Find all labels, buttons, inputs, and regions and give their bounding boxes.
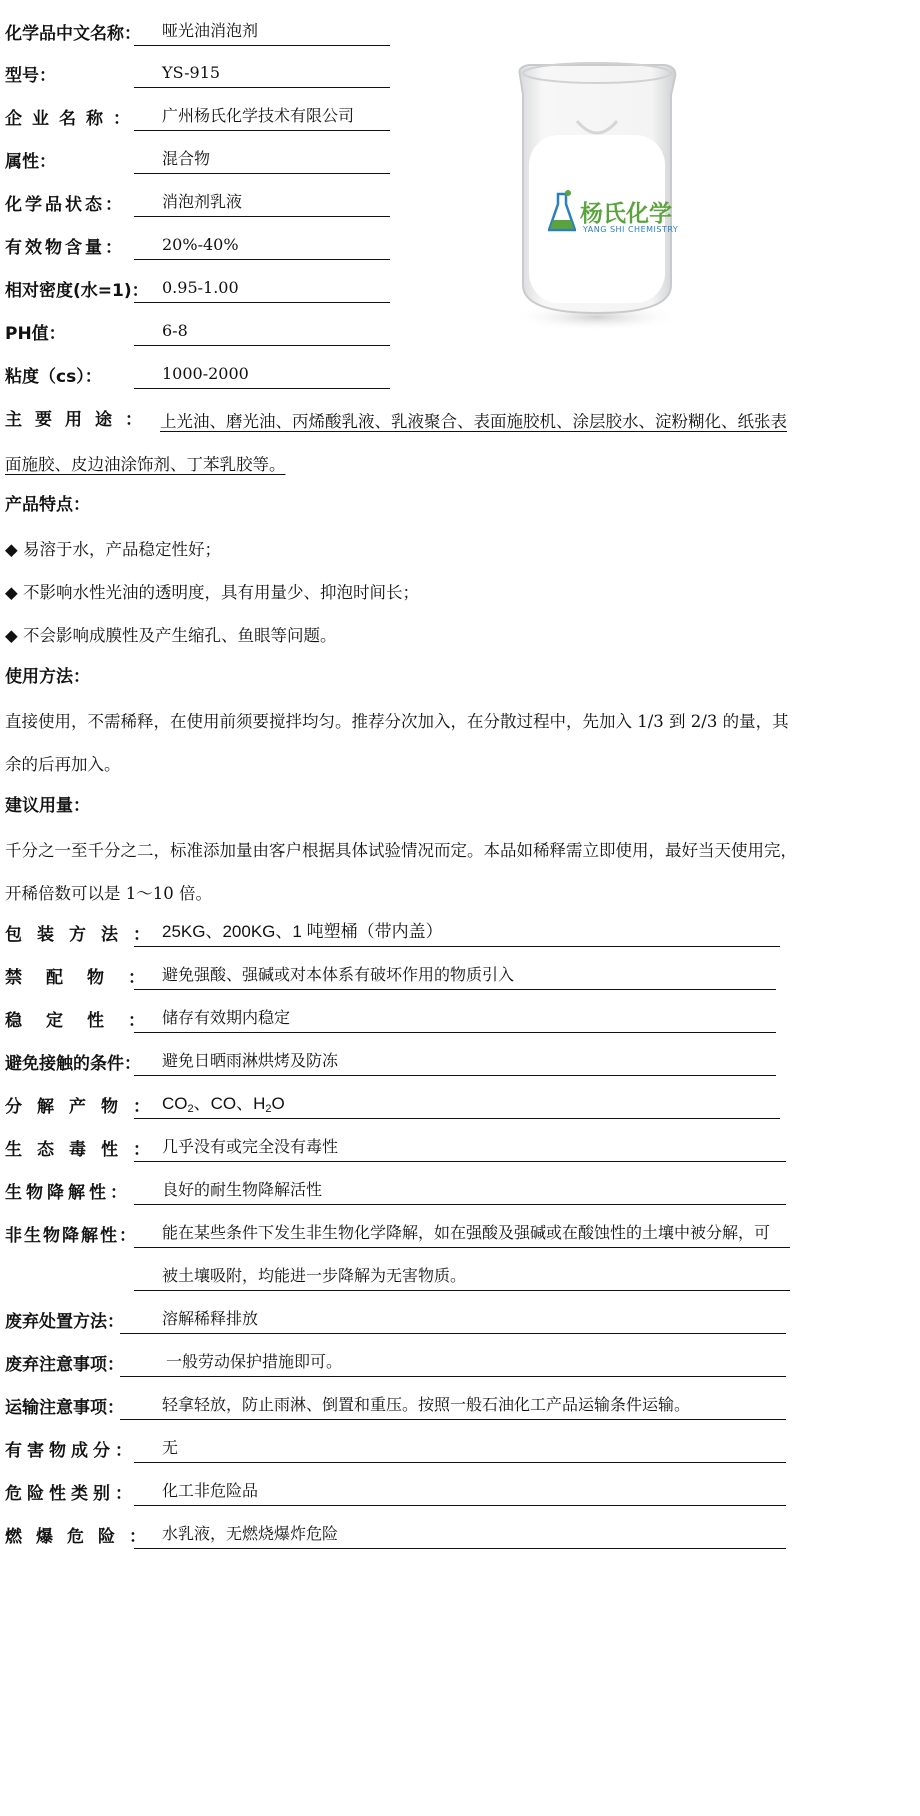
- label-density: 相对密度(水=1)：: [5, 281, 149, 301]
- label-disposal-notes: 废弃注意事项：: [5, 1355, 124, 1375]
- label-company: 企业名称：: [5, 109, 140, 129]
- value-hazard-class: 化工非危险品: [134, 1479, 786, 1506]
- usage-line-1: 直接使用，不需稀释，在使用前须要搅拌均匀。推荐分次加入，在分散过程中，先加入 1/3 到 2/3 的量，其: [5, 712, 789, 731]
- value-avoid-conditions: 避免日晒雨淋烘烤及防冻: [134, 1049, 776, 1076]
- value-ecotoxicity: 几乎没有或完全没有毒性: [134, 1135, 786, 1162]
- value-biodegradability: 良好的耐生物降解活性: [134, 1178, 786, 1205]
- value-abiotic-degradation-1: 能在某些条件下发生非生物化学降解，如在强酸及强碱或在酸蚀性的土壤中被分解，可: [134, 1221, 790, 1248]
- uses-line-1: 上光油、磨光油、丙烯酸乳液、乳液聚合、表面施胶机、涂层胶水、淀粉糊化、纸张表: [160, 412, 787, 431]
- value-company: 广州杨氏化学技术有限公司: [134, 104, 390, 131]
- logo-name-en: YANG SHI CHEMISTRY: [583, 225, 679, 234]
- uses-line-2: 面施胶、皮边油涂饰剂、丁苯乳胶等。: [5, 455, 286, 474]
- value-disposal: 溶解稀释排放: [120, 1307, 786, 1334]
- feature-item: ◆ 易溶于水，产品稳定性好；: [5, 540, 221, 559]
- value-incompatible: 避免强酸、强碱或对本体系有破坏作用的物质引入: [134, 963, 776, 990]
- label-avoid-conditions: 避免接触的条件：: [5, 1054, 141, 1074]
- label-transport: 运输注意事项：: [5, 1398, 124, 1418]
- value-state: 消泡剂乳液: [134, 190, 390, 217]
- label-chem-name: 化学品中文名称：: [5, 24, 141, 44]
- label-hazard-class: 危险性类别：: [5, 1484, 137, 1504]
- dosage-line-1: 千分之一至千分之二，标准添加量由客户根据具体试验情况而定。本品如稀释需立即使用，最好当天使用完，: [5, 841, 797, 860]
- label-abiotic-degradation: 非生物降解性：: [5, 1226, 138, 1246]
- value-property: 混合物: [134, 147, 390, 174]
- value-density: 0.95-1.00: [134, 276, 390, 303]
- bullet-icon: ◆: [5, 540, 18, 559]
- bullet-icon: ◆: [5, 626, 18, 645]
- value-disposal-notes: 一般劳动保护措施即可。: [120, 1350, 786, 1377]
- value-explosion-hazard: 水乳液，无燃烧爆炸危险: [134, 1522, 786, 1549]
- label-ph: PH值：: [5, 324, 66, 344]
- label-viscosity: 粘度（cs）：: [5, 367, 102, 387]
- label-ecotoxicity: 生态毒性：: [5, 1140, 165, 1160]
- logo-name-cn: 杨氏化学: [580, 201, 672, 227]
- bullet-icon: ◆: [5, 583, 18, 602]
- label-explosion-hazard: 燃爆危险：: [5, 1527, 160, 1547]
- feature-item: ◆ 不会影响成膜性及产生缩孔、鱼眼等问题。: [5, 626, 337, 645]
- value-model: YS-915: [134, 61, 390, 88]
- label-hazardous-components: 有害物成分：: [5, 1441, 137, 1461]
- label-state: 化学品状态：: [5, 195, 125, 215]
- value-viscosity: 1000-2000: [134, 362, 390, 389]
- label-disposal: 废弃处置方法：: [5, 1312, 124, 1332]
- dosage-line-2: 开稀倍数可以是 1～10 倍。: [5, 884, 212, 903]
- value-chem-name: 哑光油消泡剂: [134, 19, 390, 46]
- value-transport: 轻拿轻放，防止雨淋、倒置和重压。按照一般石油化工产品运输条件运输。: [120, 1393, 786, 1420]
- value-content: 20%-40%: [134, 233, 390, 260]
- label-model: 型号：: [5, 66, 56, 86]
- feature-item: ◆ 不影响水性光油的透明度，具有用量少、抑泡时间长；: [5, 583, 419, 602]
- flask-icon: [548, 190, 576, 234]
- value-stability: 储存有效期内稳定: [134, 1006, 776, 1033]
- value-ph: 6-8: [134, 319, 390, 346]
- label-decomposition: 分解产物：: [5, 1097, 165, 1117]
- dosage-heading: 建议用量：: [5, 796, 90, 816]
- label-biodegradability: 生物降解性：: [5, 1183, 131, 1203]
- value-hazardous-components: 无: [134, 1436, 786, 1463]
- label-packaging: 包装方法：: [5, 925, 165, 945]
- label-incompatible: 禁配物：: [5, 968, 169, 988]
- value-abiotic-degradation-2: 被土壤吸附，均能进一步降解为无害物质。: [134, 1264, 790, 1291]
- usage-line-2: 余的后再加入。: [5, 755, 121, 774]
- usage-heading: 使用方法：: [5, 667, 90, 687]
- label-property: 属性：: [5, 152, 56, 172]
- features-heading: 产品特点：: [5, 495, 90, 515]
- label-uses: 主要用途：: [5, 410, 155, 430]
- value-decomposition: $CO_2$、CO、$H_2O$: [134, 1092, 780, 1119]
- value-packaging: 25KG、200KG、1 吨塑桶（带内盖）: [134, 920, 780, 947]
- label-stability: 稳定性：: [5, 1011, 169, 1031]
- label-content: 有效物含量：: [5, 238, 125, 258]
